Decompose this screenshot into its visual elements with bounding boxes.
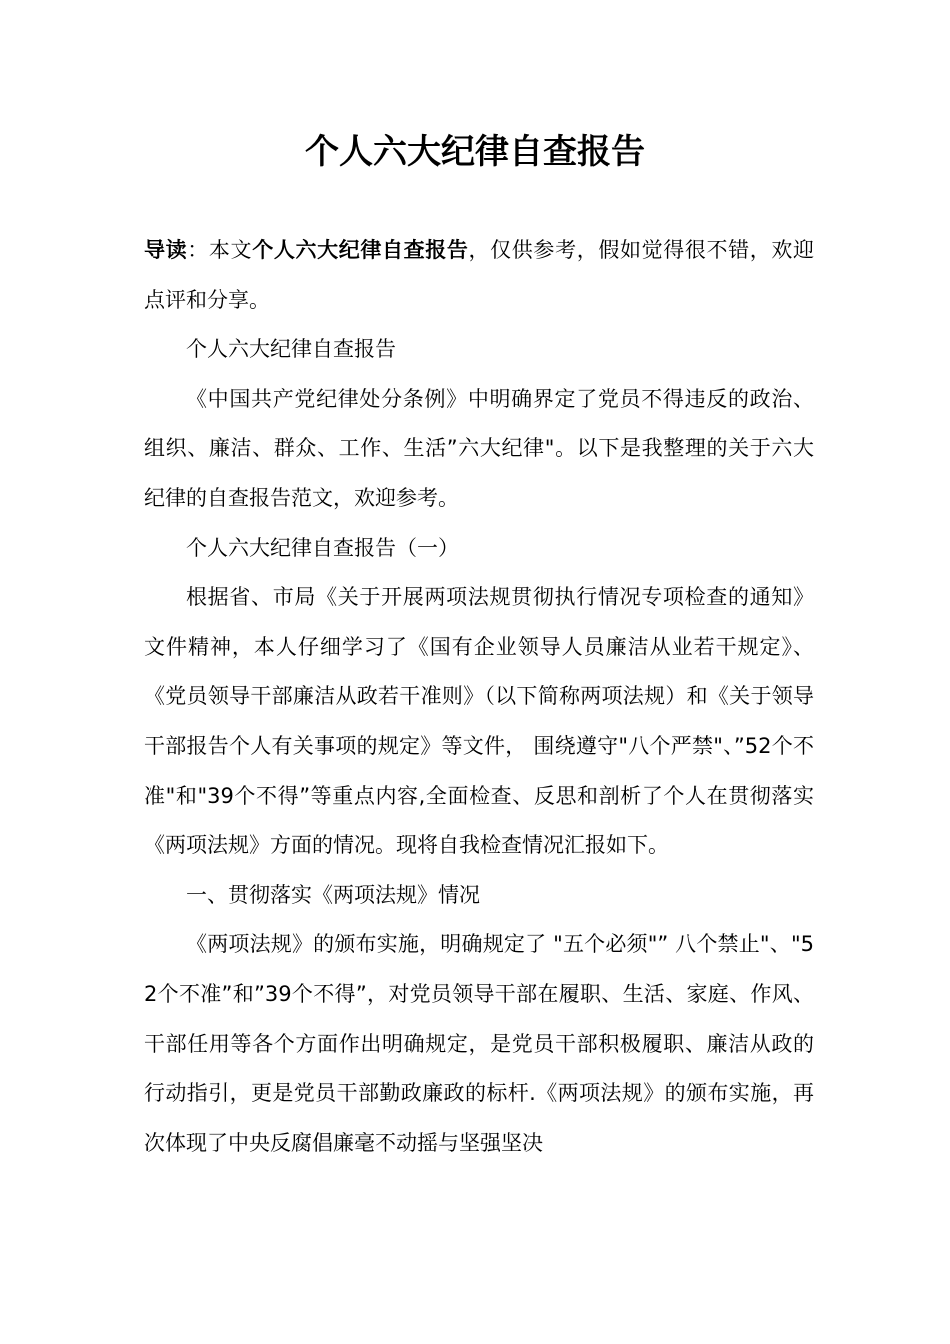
intro-label: 导读: [144, 238, 188, 262]
intro-colon: ：本文: [187, 238, 253, 262]
intro-rest: ，仅供参考，假如觉得很不错，欢迎点评和分享。: [144, 238, 815, 312]
section-heading: 一、贯彻落实《两项法规》情况: [186, 882, 480, 907]
body-paragraph: 根据省、市局《关于开展两项法规贯彻执行情况专项检查的通知》文件精神，本人仔细学习了《国有企业领导人员廉洁从业若干规定》、《党员领导干部廉洁从政若干准则》（以下简称两项法规）和《关于领导干部报告个人有关事项的规定》等文件， 围绕遵守"八个严禁"、”52个不准"和"39个不得”等重点内容,全面检查、反思和剖析了个人在贯彻落实《两项法规》方面的情况。现将自我检查情况汇报如下。: [144, 585, 814, 858]
intro-paragraph: [144, 226, 814, 325]
body-paragraph: 《两项法规》的颁布实施，明确规定了 "五个必须"” 八个禁止"、"52个不准”和”39个不得”，对党员领导干部在履职、生活、家庭、作风、干部任用等各个方面作出明确规定，是党员干部积极履职、廉洁从政的行动指引，更是党员干部勤政廉政的标杆.《两项法规》的颁布实施，再次体现了中央反腐倡廉毫不动摇与坚强坚决: [144, 932, 814, 1155]
intro-bold-title: 个人六大纪律自查报告: [252, 238, 469, 262]
document-body: [144, 226, 814, 1168]
body-paragraph: 《中国共产党纪律处分条例》中明确界定了党员不得违反的政治、组织、廉洁、群众、工作、生活”六大纪律"。以下是我整理的关于六大纪律的自查报告范文，欢迎参考。: [144, 386, 814, 510]
section-heading: 个人六大纪律自查报告（一）: [186, 535, 459, 560]
subtitle-paragraph: 个人六大纪律自查报告: [186, 337, 396, 362]
document-title: 个人六大纪律自查报告: [305, 132, 645, 172]
